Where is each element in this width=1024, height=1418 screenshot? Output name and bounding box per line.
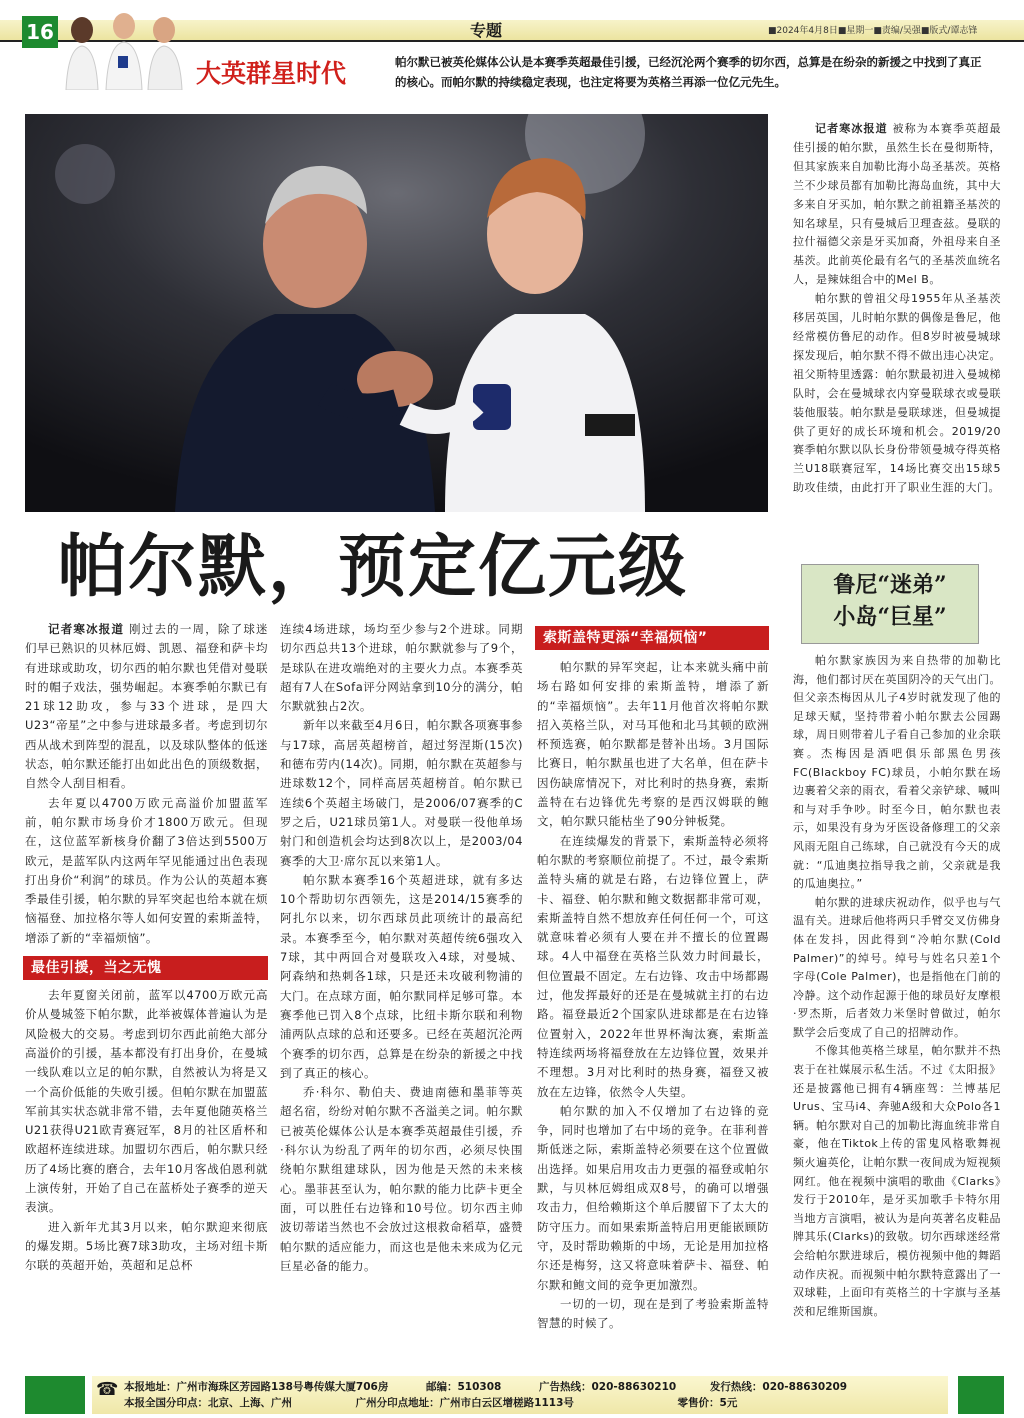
footer-accent-right [958, 1376, 1004, 1414]
callout-line: 小岛“巨星” [833, 604, 947, 630]
paragraph: 进入新年尤其3月以来，帕尔默迎来彻底的爆发期。5场比赛7球3助攻，主场对纽卡斯尔联的英超开始，英超和足总杯 [25, 1219, 268, 1273]
footer-line-2 [124, 1395, 944, 1411]
paragraph: 帕尔默的曾祖父母1955年从圣基茨移居英国，儿时帕尔默的偶像是鲁尼，他经常模仿鲁尼的动作。但8岁时被曼城球探发现后，帕尔默不得不做出违心决定。祖父斯特里透露：帕尔默最初进入曼城梯队时，会在曼城球衣内穿曼联球衣或曼联装他服装。帕尔默是曼联球迷，但曼城提供了更好的成长环境和机会。2019/20赛季帕尔默以队长身份带领曼城夺得英格兰U18联赛冠军，14场比赛交出15球5助攻佳绩，由此打开了职业生涯的大门。 [793, 292, 1001, 495]
issue-meta: ■2024年4月8日■星期一■责编/吴强■版式/谭志锋 [768, 26, 978, 36]
sidebar-callout [801, 564, 979, 644]
paragraph: 新年以来截至4月6日，帕尔默各项赛事参与17球，高居英超榜首，超过努涅斯(15次)和德布劳内(14次)。同期，帕尔默在英超参与进球数12个，同样高居英超榜首。帕尔默已连续6个英超主场破门，是2006/07赛季的C罗之后，U21球员第1人。对曼联一役他单场射门和创造机会均达到8次以上，是2003/04赛季的大卫·席尔瓦以来第1人。 [280, 718, 523, 868]
footer-info [92, 1376, 948, 1414]
paragraph: 帕尔默的异军突起，让本来就头痛中前场右路如何安排的索斯盖特，增添了新的“幸福烦恼”。去年11月他首次将帕尔默招入英格兰队，对马耳他和北马其顿的欧洲杯预选赛，帕尔默都是替补出场。3月国际比赛日，帕尔默虽也进了大名单，但在萨卡因伤缺席情况下，对比利时的热身赛，索斯盖特在右边锋优先考察的是西汉姆联的鲍文，帕尔默只能枯坐了90分钟板凳。 [537, 660, 769, 829]
callout-line: 鲁尼“迷弟” [833, 572, 947, 598]
footer-zip: 邮编：510308 [426, 1381, 502, 1393]
paragraph: 在连续爆发的背景下，索斯盖特必须将帕尔默的考察顺位前提了。不过，最令索斯盖特头痛的就是右路，右边锋位置上，萨卡、福登、帕尔默和鲍文数据都非常可观，索斯盖特自然不想放弃任何任何一个，可这就意味着必须有人要在并不擅长的位置踢球。4人中福登在英格兰队效力时间最长，但位置最不固定。左右边锋、攻击中场都踢过，他发挥最好的还是在曼城就主打的右边路。福登最近2个国家队进球都是在右边锋位置射入，2022年世界杯淘汰赛，索斯盖特连续两场将福登放在左边锋位置，效果并不理想。3月对比利时的热身赛，福登又被放在左边锋，依然令人失望。 [537, 833, 769, 1099]
subheading: 索斯盖特更添“幸福烦恼” [535, 626, 769, 650]
paragraph: 帕尔默家族因为来自热带的加勒比海，他们都讨厌在英国阴冷的天气出门。但父亲杰梅因从儿子4岁时就发现了他的足球天赋，坚持带着小帕尔默去公园踢球，周日则带着儿子看自己参加的业余联赛。杰梅因是酒吧俱乐部黑色男孩FC(Blackboy FC)球员，小帕尔默在场边裹着父亲的雨衣，看着父亲铲球、喊叫和与对手争吵。时至今日，帕尔默也表示，如果没有身为牙医设备修理工的父亲风雨无阻自己练球，自己就没有今天的成就：“瓜迪奥拉指导我之前，父亲就是我的瓜迪奥拉。” [793, 654, 1001, 891]
footer-accent-left [25, 1376, 85, 1414]
paragraph: 帕尔默的进球庆祝动作，似乎也与气温有关。进球后他将两只手臂交叉仿佛身体在发抖，因此得到“冷帕尔默(Cold Palmer)”的绰号。绰号与姓名只差1个字母(Cole Palmer)，也是指他在门前的冷静。这个动作起源于他的球员好友摩根·罗杰斯，后者效力米堡时曾做过，帕尔默学会后变成了自己的招牌动作。 [793, 895, 1001, 1039]
article-column-3 [537, 626, 769, 1333]
paragraph: 不像其他英格兰球星，帕尔默并不热衷于在社媒展示私生活。不过《太阳报》还是披露他已拥有4辆座驾：兰博基尼Urus、宝马i4、奔驰A级和大众Polo各1辆。帕尔默对自己的加勒比海血统非常自豪，他在Tiktok上传的雷鬼风格歌舞视频火遍英伦，让帕尔默一夜间成为短视频网红。他在视频中演唱的歌曲《Clarks》发行于2010年，是牙买加歌手卡特尔用当地方言演唱，被认为是向英著名皮鞋品牌其乐(Clarks)的致敬。切尔西球迷经常会给帕尔默进球后，模仿视频中他的舞蹈动作庆祝。而视频中帕尔默特意露出了一双球鞋，上面印有英格兰的十字旗与圣基茨和尼维斯国旗。 [793, 1044, 1001, 1318]
paragraph: 被称为本赛季英超最佳引援的帕尔默，虽然生长在曼彻斯特，但其家族来自加勒比海小岛圣基茨。英格兰不少球员都有加勒比海岛血统，其中大多来自牙买加，帕尔默之前祖籍圣基茨的知名球星，只有曼城后卫理查兹。曼联的拉什福德父亲是牙买加裔，外祖母来自圣基茨。此前英伦最有名气的圣基茨血统名人，是辣妹组合中的Mel B。 [793, 122, 1002, 287]
news-photo [25, 114, 768, 512]
footer-line-1 [124, 1379, 944, 1395]
footer-branches: 本报全国分印点：北京、上海、广州 [124, 1397, 292, 1409]
sidebar-article-continued [793, 652, 1001, 1321]
paragraph: 乔·科尔、勒伯夫、费迪南德和墨菲等英超名宿，纷纷对帕尔默不吝溢美之词。帕尔默已被英伦媒体公认是本赛季英超最佳引援，乔·科尔认为纷乱了两年的切尔西，必须尽快围绕帕尔默组建球队，因为他是天然的未来核心。墨菲甚至认为，帕尔默的能力比萨卡更全面，可以胜任右边锋和10号位。切尔西主帅波切蒂诺当然也不会放过这根救命稻草，盛赞帕尔默的适应能力，而这也是他未来成为亿元巨星必备的能力。 [280, 1085, 523, 1273]
sidebar-article [793, 120, 1001, 498]
paragraph: 帕尔默的加入不仅增加了右边锋的竞争，同时也增加了右中场的竞争。在菲利普斯低迷之际，索斯盖特必须要在这个位置做出选择。如果启用攻击力更强的福登或帕尔默，与贝林厄姆组成双8号，的确可以增强攻击力，但给赖斯这个单后腰留下了太大的防守压力。而如果索斯盖特启用更能嵌顾防守，及时帮助赖斯的中场，无论是用加拉格尔还是梅努，这又将意味着萨卡、福登、帕尔默和鲍文间的竞争更加激烈。 [537, 1103, 769, 1292]
article-column-2 [280, 620, 523, 1276]
footer-ad-hotline: 广告热线：020-88630210 [539, 1381, 677, 1393]
subheading: 最佳引援，当之无愧 [23, 956, 268, 980]
phone-icon: ☎ [96, 1379, 119, 1400]
paragraph: 连续4场进球，场均至少参与2个进球。同期切尔西总共13个进球，帕尔默就参与了9个，是球队在进攻端绝对的主要火力点。本赛季英超有7人在Sofa评分网站拿到10分的满分，帕尔默就独占2次。 [280, 622, 523, 714]
section-title: 专题 [470, 21, 503, 40]
footer-price: 零售价：5元 [677, 1397, 738, 1409]
footer-gz-address: 广州分印点地址：广州市白云区增槎路1113号 [355, 1397, 574, 1409]
footer-dist-hotline: 发行热线：020-88630209 [709, 1381, 848, 1393]
paragraph: 刚过去的一周，除了球迷们早已熟识的贝林厄姆、凯恩、福登和萨卡均有进球或助攻，切尔西的帕尔默也凭借对曼联时的帽子戏法，强势崛起。本赛季帕尔默已有21球12助攻，参与33个进球，是四大U23“帝星”之中参与进球最多者。考虑到切尔西从战术到阵型的混乱，以及球队整体的低迷状态，帕尔默还能打出如此出色的顶级数据，自然令人刮目相看。 [25, 622, 269, 791]
paragraph: 去年夏以4700万欧元高溢价加盟蓝军前，帕尔默市场身价才1800万欧元。但现在，这位蓝军新核身价翻了3倍达到5500万欧元，是蓝军队内这两年罕见能通过出色表现打出身价“利润”的球员。作为公认的英超本赛季最佳引援，帕尔默的异军突起也给本就在烦恼福登、加拉格尔等人如何安置的索斯盖特，增添了新的“幸福烦恼”。 [25, 795, 268, 945]
byline: 记者寒冰报道 [815, 122, 888, 135]
players-illustration [60, 4, 198, 90]
paragraph: 去年夏窗关闭前，蓝军以4700万欧元高价从曼城签下帕尔默，此举被媒体普遍认为是风险极大的交易。考虑到切尔西此前绝大部分高溢价的引援，基本都没有打出身价，在曼城一线队难以立足的帕尔默，自然被认为将是又一个高价低能的失败引援。但帕尔默在加盟蓝军前其实状态就非常不错，去年夏他随英格兰U21获得U21欧青赛冠军，8月的社区盾杯和欧超杯连续进球。加盟切尔西后，帕尔默只经历了4场比赛的磨合，去年10月客战伯恩利就上演传射，开始了自己在蓝桥处子赛季的逆天表演。 [25, 988, 268, 1215]
article-column-1 [25, 620, 268, 1276]
footer-address: 本报地址：广州市海珠区芳园路138号粤传媒大厦706房 [124, 1381, 389, 1393]
paragraph: 帕尔默本赛季16个英超进球，就有多达10个帮助切尔西领先，这是2014/15赛季的阿扎尔以来，切尔西球员此项统计的最高纪录。本赛季至今，帕尔默对英超传统6强攻入7球，其中两回合对曼联攻入4球，对曼城、阿森纳和热刺各1球，只是还未攻破利物浦的大门。在点球方面，帕尔默同样足够可靠。本赛季他已罚入8个点球，比纽卡斯尔联和利物浦两队点球的总和还要多。已经在英超沉沦两个赛季的切尔西，总算是在纷杂的新援之中找到了真正的核心。 [280, 872, 523, 1080]
paragraph: 一切的一切，现在是到了考验索斯盖特智慧的时候了。 [537, 1296, 769, 1331]
headline: 帕尔默，预定亿元级 [58, 527, 689, 607]
photo-illustration [25, 114, 768, 512]
series-title: 大英群星时代 [196, 59, 347, 88]
byline: 记者寒冰报道 [48, 622, 125, 636]
deck-text: 帕尔默已被英伦媒体公认是本赛季英超最佳引援，已经沉沦两个赛季的切尔西，总算是在纷杂的新援之中找到了真正的核心。而帕尔默的持续稳定表现，也注定将要为英格兰再添一位亿元先生。 [395, 55, 982, 89]
page-number: 16 [22, 16, 58, 48]
